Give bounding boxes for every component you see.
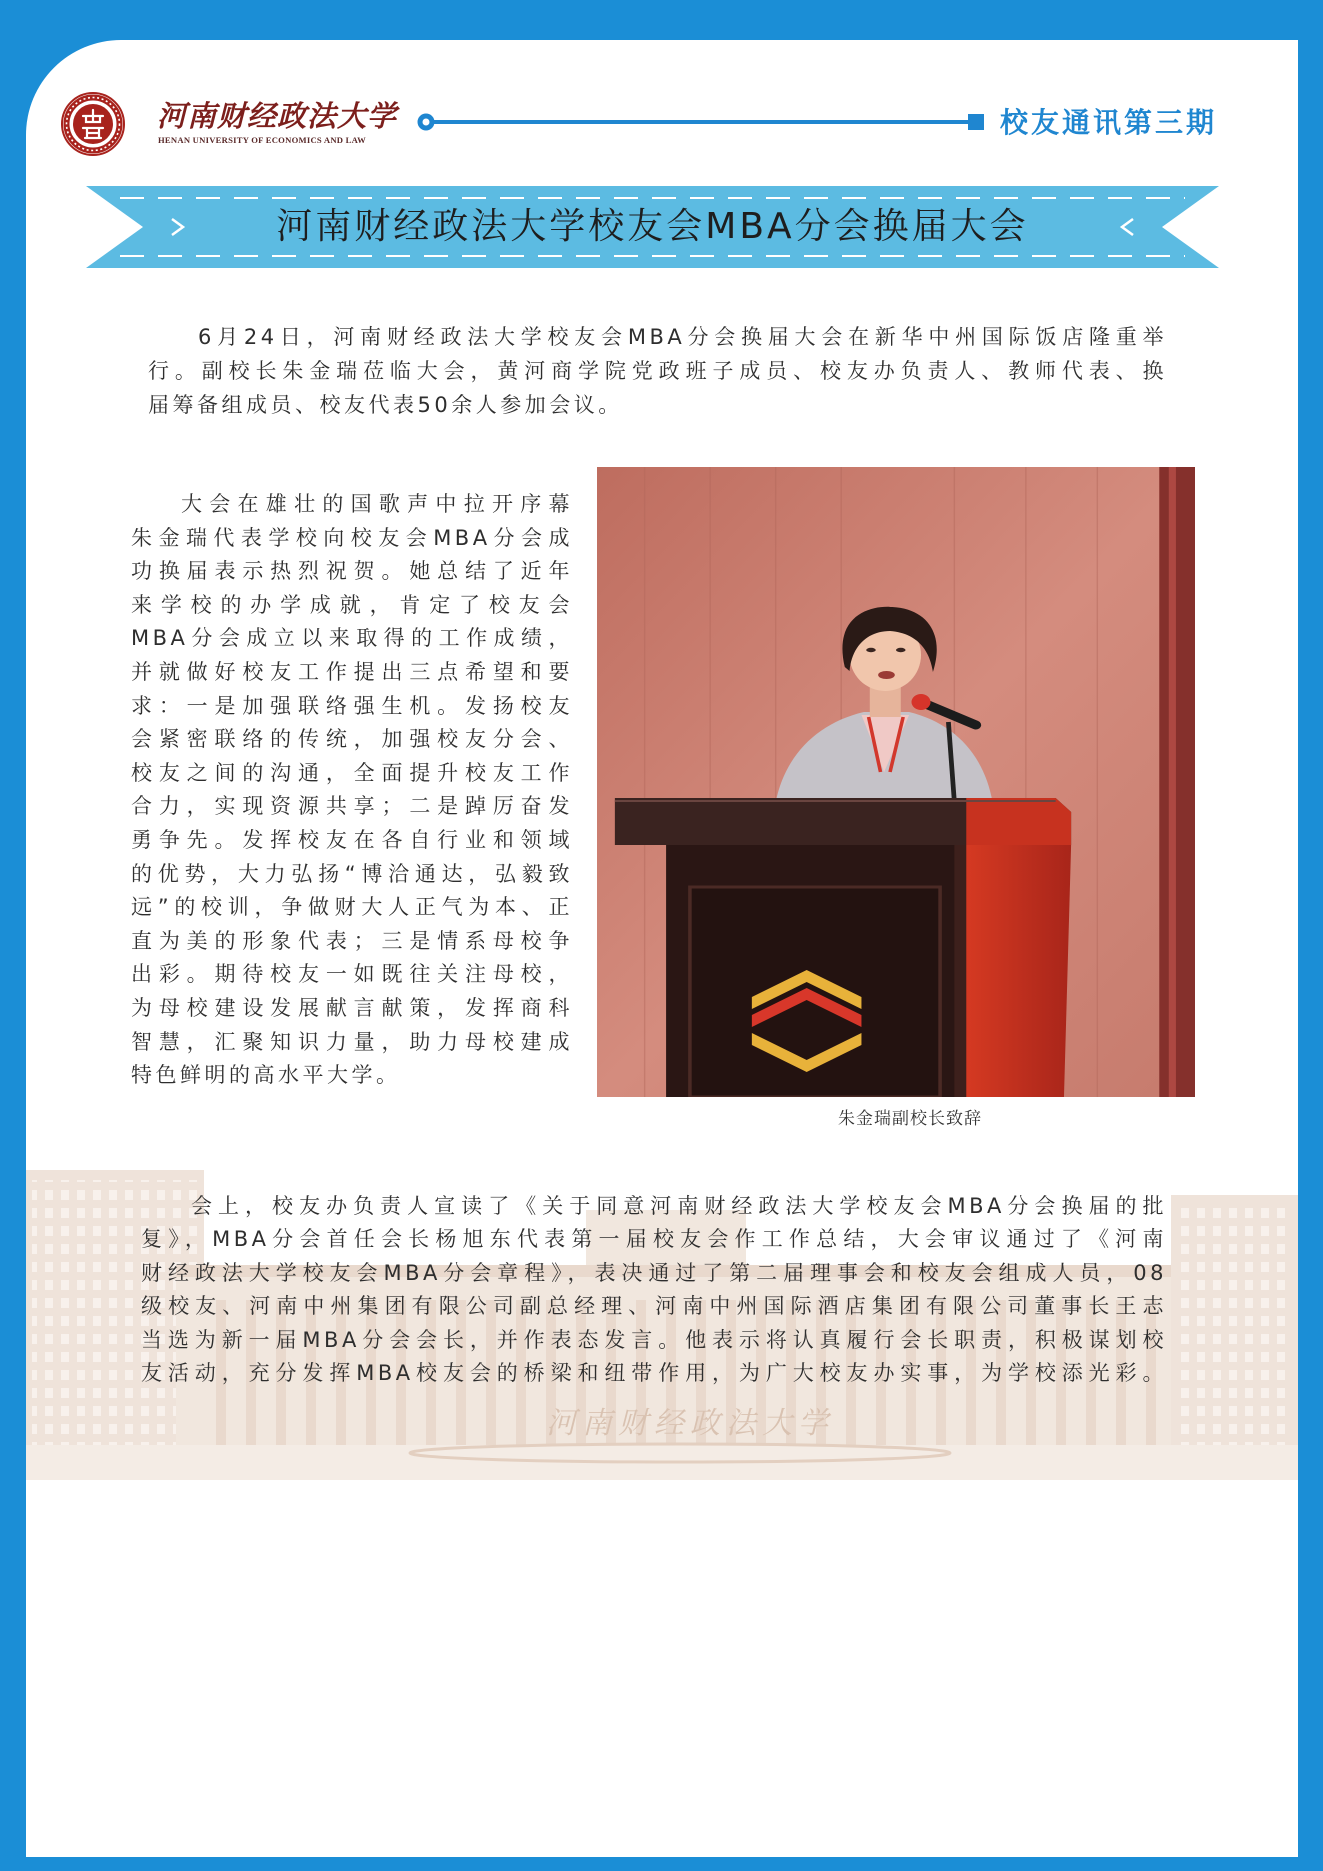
text-line: 功换届表示热烈祝贺。她总结了近年 [131, 559, 573, 584]
text-line: MBA分会成立以来取得的工作成绩， [131, 626, 573, 651]
issue-label: 校友通讯第三期 [1000, 106, 1218, 139]
article-title: 河南财经政法大学校友会MBA分会换届大会 [276, 206, 1029, 247]
watermark-calligraphy: 河南财经政法大学 [546, 1406, 834, 1441]
university-seal-icon [61, 92, 125, 156]
text-line: 级校友、河南中州集团有限公司副总经理、河南中州国际酒店集团有限公司董事长王志 [141, 1294, 1167, 1319]
text-line: 特色鲜明的高水平大学。 [131, 1063, 401, 1088]
text-line: 勇争先。发挥校友在各自行业和领域 [131, 827, 573, 852]
text-line: 的优势，大力弘扬“博洽通达，弘毅致 [131, 861, 573, 886]
text-line: 出彩。期待校友一如既往关注母校， [131, 962, 573, 987]
text-line: 6月24日，河南财经政法大学校友会MBA分会换届大会在新华中州国际饭店隆重举 [198, 325, 1167, 349]
university-name-english: HENAN UNIVERSITY OF ECONOMICS AND LAW [158, 135, 366, 145]
text-line: 行。副校长朱金瑞莅临大会，黄河商学院党政班子成员、校友办负责人、教师代表、换 [148, 359, 1167, 383]
text-line: 会紧密联络的传统，加强校友分会、 [131, 727, 573, 752]
text-line: 合力，实现资源共享；二是踔厉奋发 [131, 794, 573, 819]
text-line: 来学校的办学成就，肯定了校友会 [131, 592, 573, 617]
watermark-arc [406, 1440, 954, 1466]
closing-paragraph [141, 1190, 1167, 1390]
text-line: 并就做好校友工作提出三点希望和要 [131, 659, 573, 684]
text-line: 为母校建设发展献言献策，发挥商科 [131, 995, 573, 1020]
text-line: 财经政法大学校友会MBA分会章程》，表决通过了第二届理事会和校友会组成人员，08 [141, 1260, 1167, 1285]
text-line: 智慧，汇聚知识力量，助力母校建成 [131, 1029, 573, 1054]
text-line: 复》，MBA分会首任会长杨旭东代表第一届校友会作工作总结，大会审议通过了《河南 [141, 1227, 1167, 1252]
speaker-photo [597, 467, 1195, 1097]
text-line: 校友之间的沟通，全面提升校友工作 [131, 760, 573, 785]
intro-paragraph [148, 320, 1167, 422]
photo-caption: 朱金瑞副校长致辞 [838, 1109, 982, 1129]
text-line: 届筹备组成员、校友代表50余人参加会议。 [148, 393, 623, 417]
text-line: 直为美的形象代表；三是情系母校争 [131, 928, 573, 953]
speech-paragraph [131, 488, 573, 1093]
text-line: 朱金瑞代表学校向校友会MBA分会成 [131, 525, 573, 550]
header-rule [416, 110, 990, 134]
text-line: 友活动，充分发挥MBA校友会的桥梁和纽带作用，为广大校友办实事，为学校添光彩。 [141, 1360, 1167, 1385]
text-line: 远”的校训，争做财大人正气为本、正 [131, 895, 573, 920]
university-name-calligraphy: 河南财经政法大学 [157, 99, 398, 133]
text-line: 求：一是加强联络强生机。发扬校友 [131, 693, 573, 718]
text-line: 大会在雄壮的国歌声中拉开序幕 [181, 492, 573, 516]
text-line: 当选为新一届MBA分会会长，并作表态发言。他表示将认真履行会长职责，积极谋划校 [141, 1327, 1167, 1352]
text-line: 会上，校友办负责人宣读了《关于同意河南财经政法大学校友会MBA分会换届的批 [191, 1194, 1167, 1218]
